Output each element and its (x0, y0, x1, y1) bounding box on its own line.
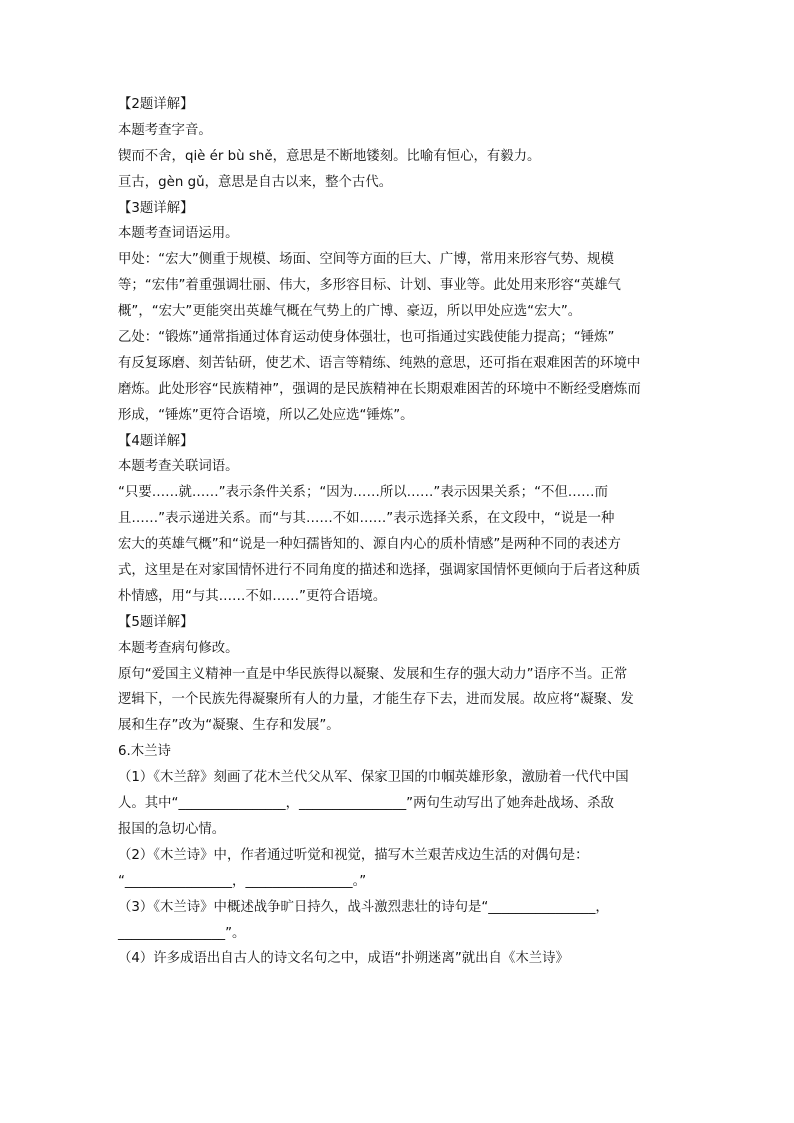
text-line: 有反复琢磨、刻苦钻研，使艺术、语言等精练、纯熟的意思，还可指在艰难困苦的环境中 (118, 355, 641, 371)
answer-explanation-text (118, 92, 678, 972)
text-line: （2）《木兰诗》中，作者通过听觉和视觉，描写木兰艰苦戍边生活的对偶句是： (118, 847, 589, 863)
text-line: 本题考查字音。 (118, 122, 212, 138)
text-line: 等；“宏伟”着重强调壮丽、伟大，多形容目标、计划、事业等。此处用来形容“英雄气 (118, 278, 621, 294)
text-line: 【3题详解】 (118, 200, 194, 216)
text-line: 锲而不舍，qiè ér bù shě，意思是不断地镂刻。比喻有恒心，有毅力。 (118, 148, 541, 164)
text-line: 逻辑下，一个民族先得凝聚所有人的力量，才能生存下去，进而发展。故应将“凝聚、发 (118, 692, 634, 708)
text-line: 【4题详解】 (118, 433, 194, 449)
text-line: 乙处：“锻炼”通常指通过体育运动使身体强壮，也可指通过实践使能力提高；“锤炼” (118, 330, 615, 346)
text-line: 人。其中“________________，________________”两句生动写出了她奔赴战场、杀敌 (118, 796, 614, 812)
text-line: 概”，“宏大”更能突出英雄气概在气势上的广博、豪迈，所以甲处应选“宏大”。 (118, 304, 582, 320)
text-line: 磨炼。此处形容“民族精神”，强调的是民族精神在长期艰难困苦的环境中不断经受磨炼而 (118, 381, 641, 397)
text-line: （3）《木兰诗》中概述战争旷日持久，战斗激烈悲壮的诗句是“________________， (118, 899, 609, 915)
text-line: （1）《木兰辞》刻画了花木兰代父从军、保家卫国的巾帼英雄形象，激励着一代代中国 (118, 770, 629, 786)
text-line: “________________，________________。” (118, 873, 367, 889)
text-line: 形成，“锤炼”更符合语境，所以乙处应选“锤炼”。 (118, 407, 414, 423)
text-line: 本题考查病句修改。 (118, 640, 239, 656)
text-line: 朴情感，用“与其……不如……”更符合语境。 (118, 588, 387, 604)
text-line: 本题考查关联词语。 (118, 459, 239, 475)
text-line: 【5题详解】 (118, 614, 194, 630)
text-line: 本题考查词语运用。 (118, 226, 239, 242)
text-line: ________________”。 (118, 925, 246, 941)
text-line: 【2题详解】 (118, 97, 194, 112)
text-line: 宏大的英雄气概”和“说是一种妇孺皆知的、源自内心的质朴情感”是两种不同的表述方 (118, 537, 621, 553)
text-line: 展和生存”改为“凝聚、生存和发展”。 (118, 718, 340, 734)
text-line: 原句“爱国主义精神一直是中华民族得以凝聚、发展和生存的强大动力”语序不当。正常 (118, 666, 628, 682)
text-line: 报国的急切心情。 (118, 821, 226, 837)
text-line: （4）许多成语出自古人的诗文名句之中，成语“扑朔迷离”就出自《木兰诗》 (118, 951, 569, 967)
text-line: 亘古，gèn gǔ，意思是自古以来，整个古代。 (118, 174, 393, 190)
text-line: “只要……就……”表示条件关系；“因为……所以……”表示因果关系；“不但……而 (118, 485, 608, 501)
text-line: 6.木兰诗 (118, 744, 171, 760)
text-line: 且……”表示递进关系。而“与其……不如……”表示选择关系，在文段中，“说是一种 (118, 511, 615, 527)
text-line: 甲处：“宏大”侧重于规模、场面、空间等方面的巨大、广博，常用来形容气势、规模 (118, 252, 614, 268)
text-line: 式，这里是在对家国情怀进行不同角度的描述和选择，强调家国情怀更倾向于后者这种质 (118, 563, 641, 579)
